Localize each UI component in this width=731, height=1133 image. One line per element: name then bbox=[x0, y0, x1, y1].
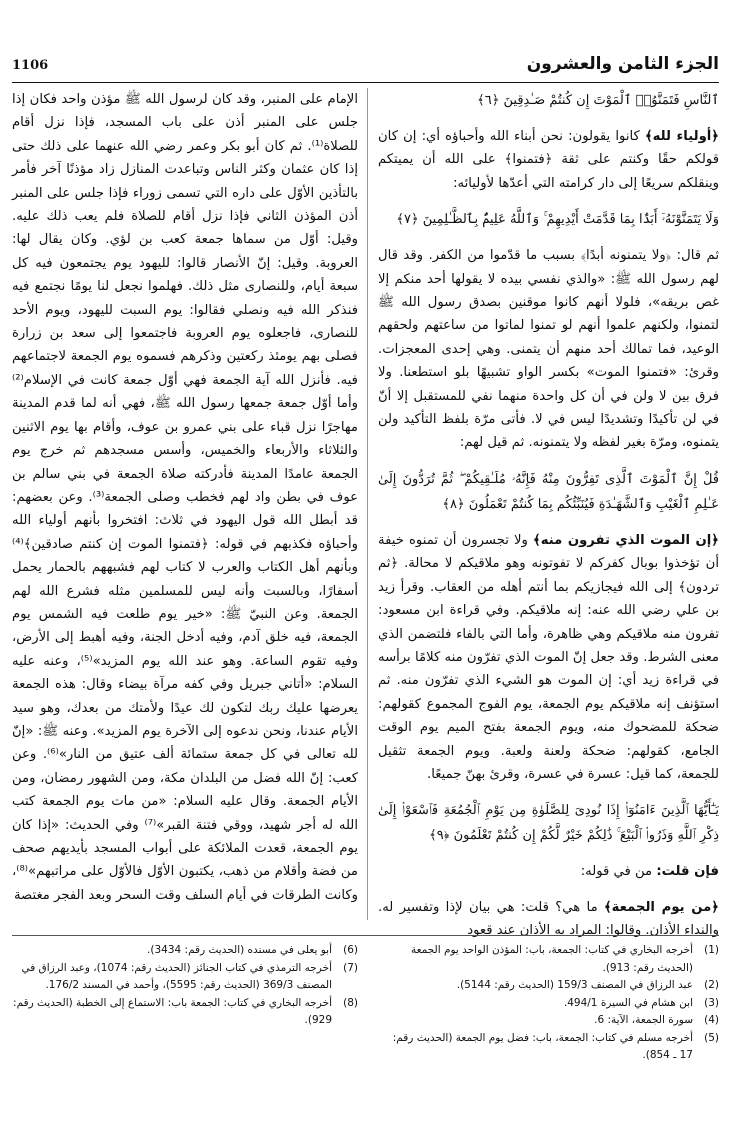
running-head: الجزء الثامن والعشرون bbox=[526, 54, 719, 74]
column-divider bbox=[367, 88, 368, 920]
footnote-number: (6) bbox=[343, 944, 358, 956]
footnote-text: أخرجه البخاري في كتاب: الجمعة، باب: المؤذن الواحد يوم الجمعة (الحديث رقم: 913). bbox=[410, 944, 693, 974]
footnote bbox=[12, 960, 358, 995]
footnote-text: ابن هشام في السيرة 494/1. bbox=[563, 996, 693, 1009]
footnote-number: (2) bbox=[704, 979, 719, 991]
footnote bbox=[12, 995, 358, 1030]
footnote-number: (4) bbox=[704, 1014, 719, 1026]
paragraph-text: ولا تجسرون أن تمنوه خيفة أن تؤخذوا بوبال كفركم لا تفوتونه وهو ملاقيكم لا محالة. ﴿ثم تردون﴾ إلى الله فيجازيكم بما أنتم أهله من العقاب. وقرأ زيد بن علي رضي الله عنه: إنه ملاقيكم. وفي قراءة ابن مسعود: تفرون منه ملاقيكم وهي ظاهرة، وأما التي بالفاء فلتضمن الذي معنى الشرط. وقد جعل إنّ الموت الذي تفرّون منه كلامًا برأسه في قراءة زيد أي: إن الموت هو الشيء الذي تفرّون منه. ثم استؤنف إنه ملاقيكم يوم الجمعة، يوم الفوج المجموع كقولهم: ضحكة للمضحوك منه، ويوم الجمعة بفتح الميم يوم الوقت الجامع، كقولهم: ضحكة ولعنة ولعبة. ويوم الجمعة تثقيل للجمعة، كما قيل: عسرة في عسرة، وقرئ بهنّ جميعًا. bbox=[378, 532, 719, 782]
footnotes-right bbox=[378, 942, 719, 1065]
text-column-right bbox=[378, 88, 720, 939]
keyword-lede: فإن قلت: bbox=[656, 864, 719, 880]
footnote-text: أبو يعلى في مسنده (الحديث رقم: 3434). bbox=[147, 944, 332, 956]
paragraph: الإمام على المنبر، وقد كان لرسول الله ﷺ مؤذن واحد فكان إذا جلس على المنبر أذن على باب المسجد، فإذا نزل أقام للصلاة⁽¹⁾. ثم كان أبو بكر وعمر رضي الله عنهما على ذلك حتى إذا كان عثمان وكثر الناس وتباعدت المنازل زاد مؤذنًا آخر فأمر بالتأذين الأوّل على داره التي تسمى زوراء فإذا جلس على المنبر أذن المؤذن الثاني فإذا نزل أقام للصلاة فلم يعب ذلك عليه. وقيل: أوّل من سماها جمعة كعب بن لؤي. وكان يقال لها: العروبة. وقيل: إنّ الأنصار قالوا: لليهود يوم يجتمعون فيه كل سبعة أيام، وللنصارى مثل ذلك. فهلموا نجعل لنا يومًا نجتمع فيه فنذكر الله فيه ونصلي فقالوا: يوم السبت لليهود، ويوم الأحد للنصارى، فاجعلوه يوم العروبة فاجتمعوا إلى سعد بن زرارة فصلى بهم يومئذ ركعتين وذكرهم فسموه يوم الجمعة لاجتماعهم فيه. فأنزل الله آية الجمعة فهي أوّل جمعة كانت في الإسلام⁽²⁾ وأما أوّل جمعة جمعها رسول الله ﷺ، فهي أنه لما قدم المدينة مهاجرًا نزل قباء على بني عمرو بن عوف، وأقام بها يوم الاثنين والثلاثاء والأربعاء والخميس، وأسس مسجدهم ثم خرج يوم الجمعة عامدًا المدينة فأدركته صلاة الجمعة في بني سالم بن عوف في بطن واد لهم فخطب وصلى الجمعة⁽³⁾. وعن بعضهم: قد أبطل الله قول اليهود في ثلاث: افتخروا بأنهم أولياء الله وأحباؤه فكذبهم في قوله: ﴿فتمنوا الموت إن كنتم صادقين﴾⁽⁴⁾ وبأنهم أهل الكتاب والعرب لا كتاب لهم فشبههم بالحمار يحمل أسفارًا، وبالسبت وأنه ليس للمسلمين مثله فشرع الله لهم الجمعة. وعن النبيّ ﷺ: «خير يوم طلعت فيه الشمس يوم الجمعة، فيه خلق آدم، وفيه أدخل الجنة، وفيه أهبط إلى الأرض، وفيه تقوم الساعة. وهو عند الله يوم المزيد»⁽⁵⁾، وعنه عليه السلام: «أتاني جبريل وفي كفه مرآة بيضاء وقال: هذه الجمعة يعرضها عليك ربك لتكون لك عيدًا ولأمتك من بعدك، وهو سيد الأيام عندنا، ونحن ندعوه إلى الآخرة يوم المزيد». وعنه ﷺ: «إنّ لله تعالى في كل جمعة ستمائة ألف عتيق من النار»⁽⁶⁾. وعن كعب: إنّ الله فضل من البلدان مكة، ومن الشهور رمضان، ومن الأيام الجمعة. وقال عليه السلام: «من مات يوم الجمعة كتب الله له أجر شهيد، ووقي فتنة القبر»⁽⁷⁾ وفي الحديث: «إذا كان يوم الجمعة، قعدت الملائكة على أبواب المسجد بأيديهم صحف من فضة وأقلام من ذهب، يكتبون الأوّل فالأوّل على مراتبهم»⁽⁸⁾، وكانت الطرقات في أيام السلف وقت السحر وبعد الفجر مغتصة bbox=[12, 92, 359, 903]
quran-verse: وَلَا يَتَمَنَّوْنَهُۥٓ أَبَدًۢا بِمَا قَدَّمَتْ أَيْدِيهِمْ ۚ وَٱللَّهُ عَلِيمٌۢ بِٱلظَّـٰلِمِينَ ﴿٧﴾ bbox=[396, 212, 719, 228]
paragraph-text: كانوا يقولون: نحن أبناء الله وأحباؤه أي: إن كان قولكم حقًا وكنتم على ثقة ﴿فتمنوا﴾ على الله أن يميتكم وينقلكم سريعًا إلى دار كرامته التي أعدّها لأوليائه: bbox=[378, 129, 719, 191]
quran-verse: ٱلنَّاسِ فَتَمَنَّوُا۟ ٱلْمَوْتَ إِن كُنتُمْ صَـٰدِقِينَ ﴿٦﴾ bbox=[477, 93, 719, 108]
paragraph bbox=[378, 860, 719, 883]
footnote bbox=[378, 1012, 719, 1030]
footnote bbox=[378, 995, 719, 1013]
footnote bbox=[12, 942, 358, 960]
keyword-lede: ﴿من يوم الجمعة﴾ bbox=[603, 899, 720, 915]
footnote-number: (3) bbox=[704, 996, 719, 1009]
footnote-number: (7) bbox=[343, 961, 358, 974]
quran-verse: قُلْ إِنَّ ٱلْمَوْتَ ٱلَّذِى تَفِرُّونَ مِنْهُ فَإِنَّهُۥ مُلَـٰقِيكُمْ ۖ ثُمَّ تُرَدُّونَ إِلَىٰ عَـٰلِمِ ٱلْغَيْبِ وَٱلشَّهَـٰدَةِ فَيُنَبِّئُكُم بِمَا كُنتُمْ تَعْمَلُونَ ﴿٨﴾ bbox=[378, 471, 719, 512]
paragraph: ثم قال: ﴿ولا يتمنونه أبدًا﴾ بسبب ما قدّموا من الكفر. وقد قال لهم رسول الله ﷺ: «والذي نفسي بيده لا يقولها أحد منكم إلا غص بريقه»، فلولا أنهم كانوا موقنين بصدق رسول الله ﷺ لتمنوا، ولكنهم علموا أنهم لو تمنوا لماتوا من ساعتهم ولحقهم الوعيد، فما تمالك أحد منهم أن يتمنى. وهي إحدى المعجزات. وقرئ: «فتمنوا الموت» بكسر الواو تشبيهًا بلو استطعنا. ولا فرق بين لا ولن في أن كل واحدة منهما نفي للمستقبل إلا أنّ في لن تأكيدًا وتشديدًا ليس في لا. فأتى مرّة بلفظ التأكيد ولن يتمنوه، ومرّة بغير لفظه ولا يتمنونه. ثم قيل لهم: bbox=[378, 248, 719, 451]
page-number: 1106 bbox=[12, 58, 49, 73]
keyword-lede: ﴿إن الموت الذي تفرون منه﴾ bbox=[533, 532, 720, 548]
keyword-lede: ﴿أولياء لله﴾ bbox=[644, 129, 720, 144]
paragraph-text: ما هي؟ قلت: هي بيان لإذا وتفسير له. والنداء الأذان. وقالوا: المراد به الأذان عند قعود bbox=[378, 899, 719, 939]
paragraph bbox=[378, 529, 719, 786]
footnotes-left bbox=[12, 942, 358, 1030]
footnote-text: عبد الرزاق في المصنف 159/3 (الحديث رقم: 5144). bbox=[456, 979, 693, 991]
footnote bbox=[378, 1030, 719, 1065]
footnote-number: (5) bbox=[704, 1031, 719, 1044]
text-column-left bbox=[12, 88, 358, 920]
footnote-text: أخرجه مسلم في كتاب: الجمعة، باب: فضل يوم الجمعة (الحديث رقم: 17 ـ 854). bbox=[392, 1031, 693, 1061]
footnote-number: (8) bbox=[343, 996, 358, 1009]
page-header bbox=[12, 52, 719, 83]
footnote-text: أخرجه البخاري في كتاب: الجمعة باب: الاستماع إلى الخطبة (الحديث رقم: 929). bbox=[13, 996, 332, 1026]
footnote-text: أخرجه الترمذي في كتاب الجنائز (الحديث رقم: 1074)، وعبد الرزاق في المصنف 369/3 (الحديث رقم: 5595)، وأحمد في المسند 176/2. bbox=[21, 961, 332, 991]
quran-verse: يَـٰٓأَيُّهَا ٱلَّذِينَ ءَامَنُوٓا۟ إِذَا نُودِىَ لِلصَّلَوٰةِ مِن يَوْمِ ٱلْجُمُعَةِ فَٱسْعَوْا۟ إِلَىٰ ذِكْرِ ٱللَّهِ وَذَرُوا۟ ٱلْبَيْعَ ۚ ذَٰلِكُمْ خَيْرٌ لَّكُمْ إِن كُنتُمْ تَعْلَمُونَ ﴿٩﴾ bbox=[378, 803, 719, 844]
paragraph bbox=[378, 125, 719, 195]
paragraph-text: من في قوله: bbox=[580, 864, 657, 880]
footnote bbox=[378, 977, 719, 995]
footnotes bbox=[12, 935, 719, 1096]
footnote-number: (1) bbox=[704, 944, 719, 956]
footnote-text: سورة الجمعة، الآية: 6. bbox=[594, 1014, 693, 1026]
footnote bbox=[378, 942, 719, 977]
